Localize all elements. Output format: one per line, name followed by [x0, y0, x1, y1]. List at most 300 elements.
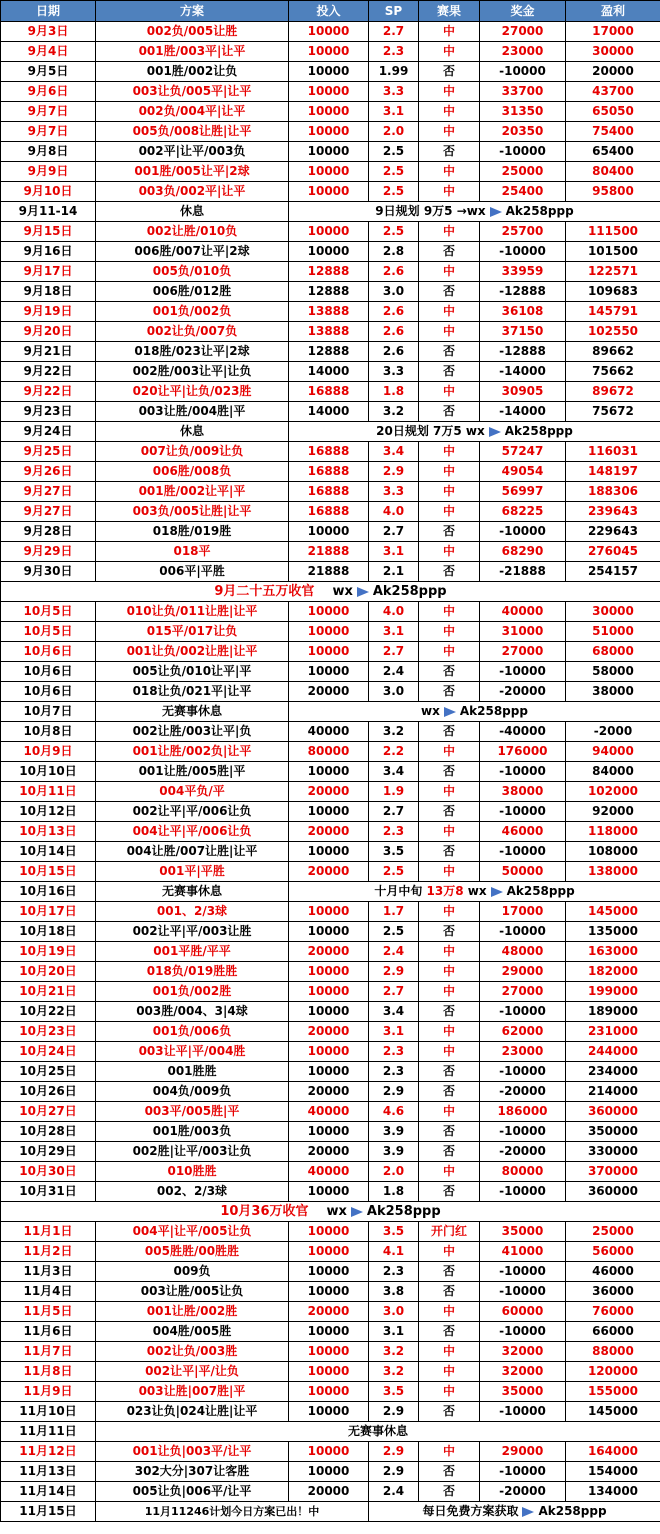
cell-plan: 018负/019胜胜: [96, 962, 289, 982]
cell-plan: 020让平|让负/023胜: [96, 382, 289, 402]
cell-prize: 68290: [480, 542, 566, 562]
cell-date: 10月6日: [1, 642, 96, 662]
cell-stake: 10000: [289, 1262, 369, 1282]
cell-date: 11月11日: [1, 1422, 96, 1442]
cell-prize: 29000: [480, 962, 566, 982]
cell-profit: 68000: [566, 642, 660, 662]
table-row: [1, 662, 660, 682]
table-row: [1, 722, 660, 742]
cell-profit: 163000: [566, 942, 660, 962]
cell-prize: 32000: [480, 1362, 566, 1382]
cell-sp: 3.4: [369, 442, 419, 462]
cell-result: 中: [419, 102, 480, 122]
table-row: [1, 922, 660, 942]
cell-sp: 2.9: [369, 1402, 419, 1422]
cell-result: 中: [419, 1042, 480, 1062]
cell-stake: 20000: [289, 1022, 369, 1042]
cell-result: 中: [419, 162, 480, 182]
cell-prize: 33700: [480, 82, 566, 102]
promo-contact: Ak258ppp: [538, 1504, 607, 1518]
table-row: [1, 1042, 660, 1062]
cell-sp: 3.0: [369, 1302, 419, 1322]
table-row: [1, 362, 660, 382]
cell-date: 10月12日: [1, 802, 96, 822]
cell-stake: 10000: [289, 242, 369, 262]
table-row: [1, 1342, 660, 1362]
cell-result: 中: [419, 1362, 480, 1382]
cell-profit: 239643: [566, 502, 660, 522]
cell-result: 中: [419, 902, 480, 922]
promo-note: [369, 1502, 660, 1522]
cell-date: 11月6日: [1, 1322, 96, 1342]
promo-wx: wx: [467, 884, 487, 898]
cell-plan: 015平/017让负: [96, 622, 289, 642]
cell-profit: 88000: [566, 1342, 660, 1362]
cell-profit: 231000: [566, 1022, 660, 1042]
cell-sp: 3.1: [369, 542, 419, 562]
cell-stake: 16888: [289, 442, 369, 462]
cell-result: 中: [419, 502, 480, 522]
cell-profit: 145791: [566, 302, 660, 322]
cell-result: 中: [419, 1102, 480, 1122]
cell-plan: 004让胜/007让胜|让平: [96, 842, 289, 862]
table-row: [1, 42, 660, 62]
cell-plan: 001胜/003平|让平: [96, 42, 289, 62]
cell-date: 10月5日: [1, 622, 96, 642]
header-sp: SP: [369, 1, 419, 22]
cell-date: 9月26日: [1, 462, 96, 482]
cell-date: 11月5日: [1, 1302, 96, 1322]
cell-plan: 001让负|003平/让平: [96, 1442, 289, 1462]
table-row: [1, 1442, 660, 1462]
cell-plan: 018平: [96, 542, 289, 562]
cell-profit: 229643: [566, 522, 660, 542]
cell-stake: 10000: [289, 602, 369, 622]
promo-text: 20日规划 7万5 wx: [376, 424, 485, 438]
arrow-icon: [351, 1207, 363, 1217]
cell-stake: 20000: [289, 942, 369, 962]
table-row: [1, 502, 660, 522]
cell-result: 否: [419, 1402, 480, 1422]
cell-prize: 56997: [480, 482, 566, 502]
cell-stake: 13888: [289, 322, 369, 342]
cell-result: 否: [419, 1462, 480, 1482]
cell-prize: -10000: [480, 662, 566, 682]
cell-date: 9月8日: [1, 142, 96, 162]
cell-plan: 003让负/005平|让平: [96, 82, 289, 102]
cell-plan: 001平胜/平平: [96, 942, 289, 962]
table-row: [1, 742, 660, 762]
table-row: [1, 1102, 660, 1122]
cell-sp: 3.1: [369, 102, 419, 122]
cell-result: 否: [419, 562, 480, 582]
cell-date: 10月19日: [1, 942, 96, 962]
cell-sp: 3.4: [369, 1002, 419, 1022]
cell-result: 中: [419, 1162, 480, 1182]
table-row: [1, 622, 660, 642]
promo-note: [289, 422, 660, 442]
cell-plan: 001胜胜: [96, 1062, 289, 1082]
table-row: [1, 102, 660, 122]
cell-profit: 58000: [566, 662, 660, 682]
cell-stake: 10000: [289, 42, 369, 62]
cell-stake: 16888: [289, 482, 369, 502]
month-summary: [1, 582, 660, 602]
cell-date: 11月2日: [1, 1242, 96, 1262]
cell-stake: 40000: [289, 1162, 369, 1182]
cell-sp: 3.3: [369, 82, 419, 102]
cell-date: 10月23日: [1, 1022, 96, 1042]
cell-prize: 40000: [480, 602, 566, 622]
cell-prize: -20000: [480, 1142, 566, 1162]
cell-sp: 3.0: [369, 682, 419, 702]
cell-plan: 004平|让平/005让负: [96, 1222, 289, 1242]
cell-prize: 27000: [480, 642, 566, 662]
cell-result: 中: [419, 642, 480, 662]
cell-profit: 148197: [566, 462, 660, 482]
cell-result: 否: [419, 802, 480, 822]
cell-profit: 370000: [566, 1162, 660, 1182]
rest-row: [1, 1422, 660, 1442]
cell-result: 中: [419, 822, 480, 842]
cell-plan: 001负/002负: [96, 302, 289, 322]
table-row: [1, 242, 660, 262]
cell-profit: 118000: [566, 822, 660, 842]
cell-prize: 27000: [480, 982, 566, 1002]
cell-date: 9月23日: [1, 402, 96, 422]
cell-stake: 40000: [289, 1102, 369, 1122]
table-row: [1, 1262, 660, 1282]
cell-sp: 4.0: [369, 502, 419, 522]
table-row: [1, 782, 660, 802]
cell-sp: 2.5: [369, 162, 419, 182]
cell-sp: 2.3: [369, 42, 419, 62]
cell-date: 9月9日: [1, 162, 96, 182]
cell-date: 10月6日: [1, 662, 96, 682]
cell-profit: 65050: [566, 102, 660, 122]
cell-sp: 3.2: [369, 1362, 419, 1382]
cell-plan: 001胜/005让平|2球: [96, 162, 289, 182]
table-row: [1, 1002, 660, 1022]
cell-profit: 84000: [566, 762, 660, 782]
cell-prize: 186000: [480, 1102, 566, 1122]
cell-sp: 2.6: [369, 322, 419, 342]
cell-profit: 75672: [566, 402, 660, 422]
cell-prize: 57247: [480, 442, 566, 462]
cell-date: 10月13日: [1, 822, 96, 842]
cell-plan: 007让负/009让负: [96, 442, 289, 462]
cell-stake: 10000: [289, 1222, 369, 1242]
header-plan: 方案: [96, 1, 289, 22]
cell-prize: -10000: [480, 1282, 566, 1302]
cell-plan: 002让负/007负: [96, 322, 289, 342]
cell-sp: 2.4: [369, 1482, 419, 1502]
cell-profit: 46000: [566, 1262, 660, 1282]
cell-plan: 003让胜/005让负: [96, 1282, 289, 1302]
cell-profit: 330000: [566, 1142, 660, 1162]
cell-sp: 2.5: [369, 222, 419, 242]
summary-wx: wx: [332, 584, 353, 599]
cell-prize: -10000: [480, 922, 566, 942]
table-row: [1, 1322, 660, 1342]
table-row: [1, 602, 660, 622]
cell-stake: 10000: [289, 1402, 369, 1422]
promo-contact: Ak258ppp: [506, 884, 575, 898]
cell-result: 否: [419, 1182, 480, 1202]
cell-result: 否: [419, 762, 480, 782]
rest-row: [1, 702, 660, 722]
cell-prize: -10000: [480, 1322, 566, 1342]
summary-text: 10月36万收官: [220, 1204, 309, 1219]
cell-sp: 2.5: [369, 142, 419, 162]
cell-profit: 360000: [566, 1182, 660, 1202]
cell-profit: 109683: [566, 282, 660, 302]
cell-date: 10月15日: [1, 862, 96, 882]
table-row: [1, 122, 660, 142]
table-row: [1, 1402, 660, 1422]
arrow-icon: [444, 707, 456, 717]
table-row: [1, 262, 660, 282]
summary-wx: wx: [326, 1204, 347, 1219]
cell-plan: 001让胜/002负|让平: [96, 742, 289, 762]
cell-profit: 76000: [566, 1302, 660, 1322]
table-row: [1, 1462, 660, 1482]
cell-plan: 006胜/012胜: [96, 282, 289, 302]
cell-stake: 10000: [289, 762, 369, 782]
arrow-icon: [489, 427, 501, 437]
cell-stake: 12888: [289, 262, 369, 282]
cell-stake: 10000: [289, 1042, 369, 1062]
rest-row: [1, 202, 660, 222]
cell-plan: 023让负|024让胜|让平: [96, 1402, 289, 1422]
summary-contact: Ak258ppp: [372, 584, 447, 599]
cell-plan: 005让负/010让平|平: [96, 662, 289, 682]
cell-sp: 2.6: [369, 302, 419, 322]
promo-note: [289, 202, 660, 222]
cell-result: 中: [419, 862, 480, 882]
cell-prize: 23000: [480, 42, 566, 62]
cell-prize: -10000: [480, 142, 566, 162]
arrow-icon: [522, 1507, 534, 1517]
table-row: [1, 82, 660, 102]
cell-plan: 004负/009负: [96, 1082, 289, 1102]
cell-date: 10月14日: [1, 842, 96, 862]
cell-plan: 002负/004平|让平: [96, 102, 289, 122]
cell-date: 9月19日: [1, 302, 96, 322]
cell-date: 10月27日: [1, 1102, 96, 1122]
cell-sp: 3.1: [369, 1022, 419, 1042]
cell-plan: 002让胜/003让平|负: [96, 722, 289, 742]
cell-date: 10月26日: [1, 1082, 96, 1102]
last-row: [1, 1502, 660, 1522]
cell-date: 10月16日: [1, 882, 96, 902]
cell-prize: 20350: [480, 122, 566, 142]
cell-sp: 2.7: [369, 522, 419, 542]
cell-result: 中: [419, 322, 480, 342]
cell-prize: -10000: [480, 1002, 566, 1022]
cell-result: 中: [419, 302, 480, 322]
cell-prize: -10000: [480, 842, 566, 862]
cell-sp: 4.1: [369, 1242, 419, 1262]
cell-result: 开门红: [419, 1222, 480, 1242]
cell-profit: -2000: [566, 722, 660, 742]
cell-date: 10月25日: [1, 1062, 96, 1082]
cell-sp: 1.8: [369, 1182, 419, 1202]
cell-date: 9月10日: [1, 182, 96, 202]
arrow-icon: [357, 587, 369, 597]
cell-profit: 360000: [566, 1102, 660, 1122]
promo-text: 9日规划 9万5 →wx: [375, 204, 486, 218]
cell-stake: 10000: [289, 962, 369, 982]
cell-result: 中: [419, 782, 480, 802]
cell-profit: 102550: [566, 322, 660, 342]
cell-profit: 56000: [566, 1242, 660, 1262]
cell-prize: 35000: [480, 1222, 566, 1242]
cell-result: 中: [419, 462, 480, 482]
table-row: [1, 442, 660, 462]
cell-stake: 12888: [289, 282, 369, 302]
cell-prize: 41000: [480, 1242, 566, 1262]
cell-stake: 80000: [289, 742, 369, 762]
cell-prize: -10000: [480, 1182, 566, 1202]
cell-stake: 10000: [289, 642, 369, 662]
cell-sp: 3.2: [369, 1342, 419, 1362]
cell-result: 否: [419, 722, 480, 742]
cell-sp: 4.0: [369, 602, 419, 622]
cell-plan: 302大分|307让客胜: [96, 1462, 289, 1482]
cell-date: 9月29日: [1, 542, 96, 562]
cell-result: 否: [419, 842, 480, 862]
cell-plan: 002让平|平/006让负: [96, 802, 289, 822]
cell-plan: 003胜/004、3|4球: [96, 1002, 289, 1022]
cell-plan: 002负/005让胜: [96, 22, 289, 42]
cell-sp: 3.3: [369, 362, 419, 382]
cell-profit: 111500: [566, 222, 660, 242]
cell-date: 11月12日: [1, 1442, 96, 1462]
header-prize: 奖金: [480, 1, 566, 22]
cell-prize: -10000: [480, 802, 566, 822]
cell-prize: 31350: [480, 102, 566, 122]
cell-result: 中: [419, 1342, 480, 1362]
cell-sp: 1.8: [369, 382, 419, 402]
cell-sp: 2.6: [369, 342, 419, 362]
cell-stake: 16888: [289, 502, 369, 522]
cell-result: 中: [419, 1242, 480, 1262]
cell-sp: 2.9: [369, 462, 419, 482]
cell-plan: 002平|让平/003负: [96, 142, 289, 162]
cell-stake: 10000: [289, 622, 369, 642]
cell-date: 10月28日: [1, 1122, 96, 1142]
cell-plan: 003让胜|007胜|平: [96, 1382, 289, 1402]
cell-plan: 003负/002平|让平: [96, 182, 289, 202]
cell-prize: 49054: [480, 462, 566, 482]
cell-plan: 002让平|平/003让胜: [96, 922, 289, 942]
cell-result: 中: [419, 982, 480, 1002]
cell-prize: -10000: [480, 242, 566, 262]
cell-plan: 休息: [96, 202, 289, 222]
header-result: 赛果: [419, 1, 480, 22]
table-row: [1, 482, 660, 502]
cell-result: 否: [419, 1262, 480, 1282]
cell-stake: 21888: [289, 562, 369, 582]
table-row: [1, 562, 660, 582]
cell-prize: 46000: [480, 822, 566, 842]
cell-date: 9月25日: [1, 442, 96, 462]
cell-stake: 10000: [289, 1182, 369, 1202]
promo-text: wx: [421, 704, 440, 718]
cell-prize: 62000: [480, 1022, 566, 1042]
cell-prize: -10000: [480, 1122, 566, 1142]
cell-sp: 2.9: [369, 1442, 419, 1462]
cell-result: 否: [419, 1082, 480, 1102]
cell-sp: 2.9: [369, 962, 419, 982]
cell-plan: 005胜胜/00胜胜: [96, 1242, 289, 1262]
summary-contact: Ak258ppp: [366, 1204, 441, 1219]
month-summary-row: [1, 582, 660, 602]
cell-prize: -21888: [480, 562, 566, 582]
cell-result: 否: [419, 522, 480, 542]
cell-profit: 43700: [566, 82, 660, 102]
cell-prize: -20000: [480, 682, 566, 702]
cell-prize: 38000: [480, 782, 566, 802]
cell-plan: 004胜/005胜: [96, 1322, 289, 1342]
cell-plan: 004平负/平: [96, 782, 289, 802]
table-row: [1, 1162, 660, 1182]
cell-stake: 10000: [289, 982, 369, 1002]
cell-prize: 31000: [480, 622, 566, 642]
cell-stake: 20000: [289, 1142, 369, 1162]
header-stake: 投入: [289, 1, 369, 22]
cell-result: 否: [419, 662, 480, 682]
cell-prize: -10000: [480, 522, 566, 542]
cell-stake: 10000: [289, 222, 369, 242]
cell-sp: 3.5: [369, 1382, 419, 1402]
cell-plan: 001负/006负: [96, 1022, 289, 1042]
cell-sp: 2.2: [369, 742, 419, 762]
cell-stake: 20000: [289, 822, 369, 842]
cell-plan: 003平/005胜|平: [96, 1102, 289, 1122]
cell-stake: 16888: [289, 382, 369, 402]
cell-date: 9月22日: [1, 382, 96, 402]
cell-prize: -10000: [480, 1402, 566, 1422]
cell-plan: 001胜/002让负: [96, 62, 289, 82]
cell-result: 中: [419, 1442, 480, 1462]
cell-result: 否: [419, 1062, 480, 1082]
table-row: [1, 942, 660, 962]
cell-prize: 50000: [480, 862, 566, 882]
cell-profit: 276045: [566, 542, 660, 562]
cell-plan: 001让负/002让胜|让平: [96, 642, 289, 662]
cell-profit: 116031: [566, 442, 660, 462]
cell-date: 10月8日: [1, 722, 96, 742]
table-row: [1, 1022, 660, 1042]
cell-date: 10月29日: [1, 1142, 96, 1162]
cell-sp: 3.4: [369, 762, 419, 782]
cell-prize: 60000: [480, 1302, 566, 1322]
cell-prize: 25000: [480, 162, 566, 182]
table-row: [1, 1122, 660, 1142]
table-row: [1, 962, 660, 982]
arrow-icon: [491, 887, 503, 897]
cell-prize: 23000: [480, 1042, 566, 1062]
cell-plan: 无赛事休息: [96, 882, 289, 902]
cell-sp: 3.5: [369, 842, 419, 862]
cell-profit: 145000: [566, 1402, 660, 1422]
cell-stake: 10000: [289, 1122, 369, 1142]
cell-sp: 4.6: [369, 1102, 419, 1122]
cell-plan: 004让平|平/006让负: [96, 822, 289, 842]
cell-stake: 10000: [289, 1242, 369, 1262]
